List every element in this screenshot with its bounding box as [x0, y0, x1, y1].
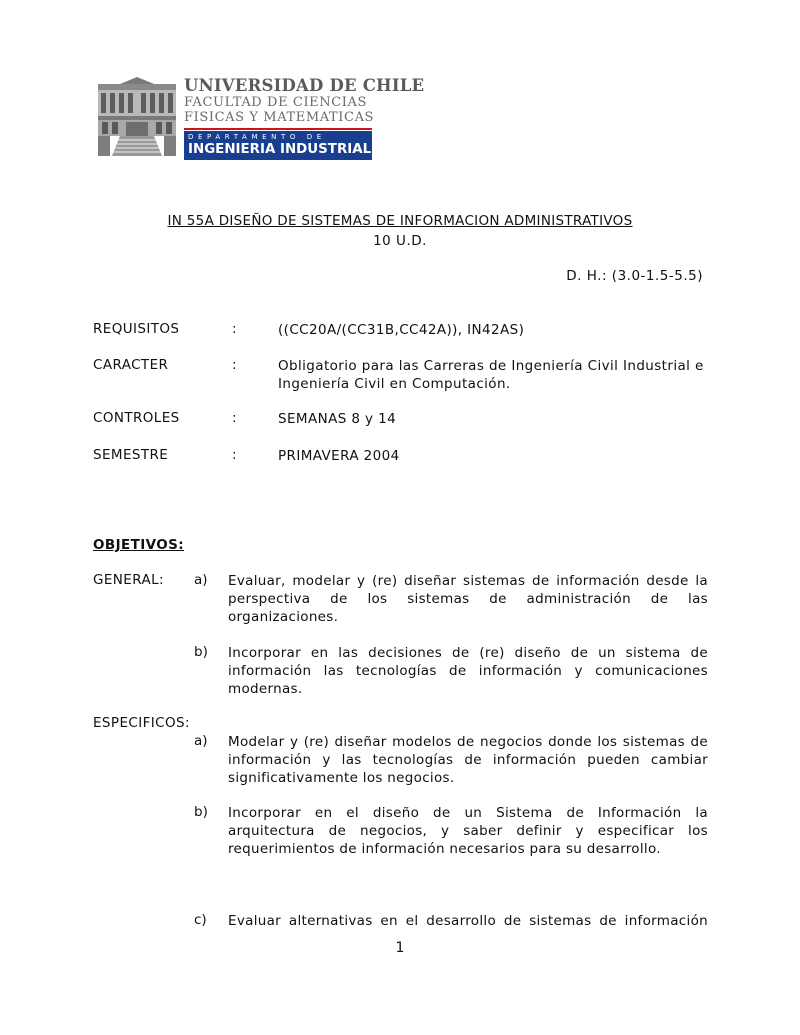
info-key: SEMESTRE	[93, 447, 169, 463]
info-separator: :	[232, 357, 237, 373]
objective-text: Evaluar alternativas en el desarrollo de sistemas de información	[228, 913, 708, 929]
objective-text: Modelar y (re) diseñar modelos de negocios donde los sistemas de información y las tecnologías de información pueden cambiar significativamente los negocios.	[228, 734, 708, 786]
list-marker: b)	[194, 644, 208, 660]
faculty-line-2: FISICAS Y MATEMATICAS	[184, 110, 375, 125]
list-marker: a)	[194, 733, 208, 749]
info-separator: :	[232, 410, 237, 426]
info-separator: :	[232, 321, 237, 337]
logo-text	[184, 76, 425, 160]
department-label: DEPARTAMENTO DE	[188, 133, 326, 141]
building-facade-icon	[96, 76, 178, 158]
list-marker: b)	[194, 804, 208, 820]
objective-text: Evaluar, modelar y (re) diseñar sistemas de información desde la perspectiva de los sistemas de administración de las organizaciones.	[228, 573, 708, 625]
objectives-heading: OBJETIVOS:	[93, 537, 185, 553]
info-value: Obligatorio para las Carreras de Ingeniería Civil Industrial e Ingeniería Civil en Computación.	[278, 358, 704, 392]
specific-label: ESPECIFICOS:	[93, 715, 190, 731]
university-name: UNIVERSIDAD DE CHILE	[184, 76, 425, 95]
red-divider	[184, 128, 372, 130]
faculty-line-1: FACULTAD DE CIENCIAS	[184, 95, 368, 110]
list-marker: a)	[194, 572, 208, 588]
info-key: REQUISITOS	[93, 321, 180, 337]
course-title: IN 55A DISEÑO DE SISTEMAS DE INFORMACION ADMINISTRATIVOS	[167, 213, 633, 229]
list-marker: c)	[194, 912, 207, 928]
info-value: PRIMAVERA 2004	[278, 448, 400, 464]
course-hours: D. H.: (3.0-1.5-5.5)	[566, 268, 703, 284]
department-banner	[184, 131, 372, 160]
objective-text: Incorporar en el diseño de un Sistema de Información la arquitectura de negocios, y saber definir y especificar los requerimientos de información necesarios para su desarrollo.	[228, 805, 708, 857]
info-value: SEMANAS 8 y 14	[278, 411, 397, 427]
info-value: ((CC20A/(CC31B,CC42A)), IN42AS)	[278, 322, 525, 338]
objective-text: Incorporar en las decisiones de (re) diseño de un sistema de información las tecnologías de información y comunicaciones modernas.	[228, 645, 708, 697]
info-key: CARACTER	[93, 357, 169, 373]
general-label: GENERAL:	[93, 572, 164, 588]
info-separator: :	[232, 447, 237, 463]
department-name: INGENIERIA INDUSTRIAL	[188, 142, 372, 157]
university-logo	[96, 76, 425, 158]
page-number: 1	[395, 940, 405, 956]
info-key: CONTROLES	[93, 410, 180, 426]
course-units: 10 U.D.	[373, 233, 427, 249]
